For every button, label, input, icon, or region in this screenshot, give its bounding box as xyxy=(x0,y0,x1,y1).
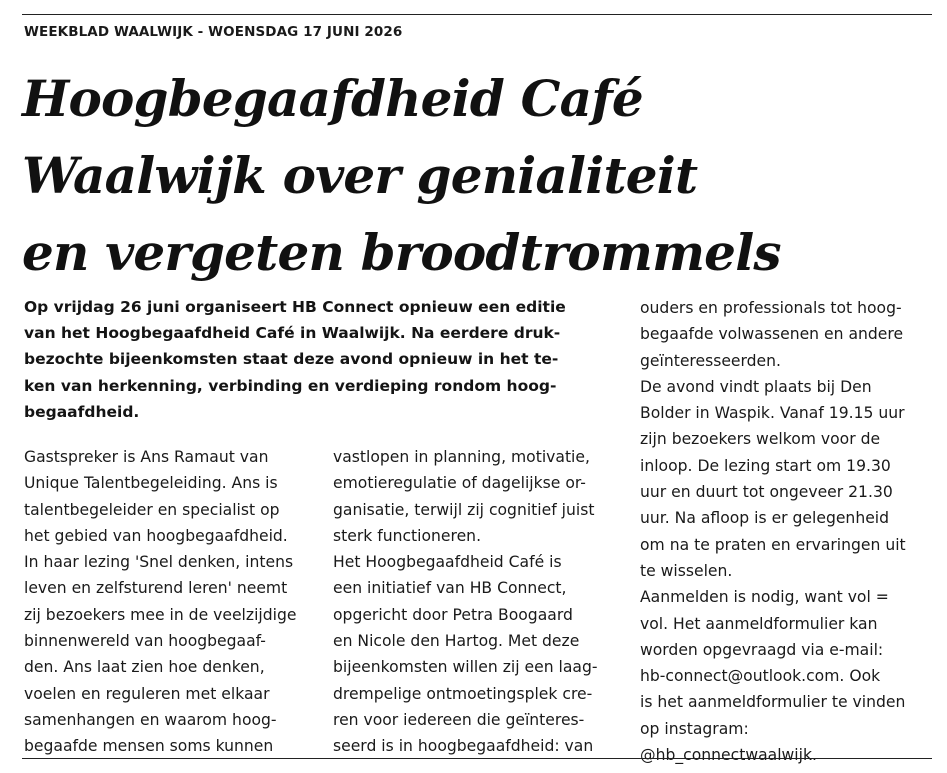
column-line: De avond vindt plaats bij Den xyxy=(640,377,872,396)
headline-line-2: Waalwijk over genialiteit xyxy=(22,146,698,205)
column-line: sterk functioneren. xyxy=(333,526,482,545)
bottom-rule xyxy=(22,758,932,759)
column-line: leven en zelfsturend leren' neemt xyxy=(24,579,288,598)
lead-paragraph xyxy=(24,294,622,425)
column-line: emotieregulatie of dagelijkse or- xyxy=(333,474,586,493)
column-line: Bolder in Waspik. Vanaf 19.15 uur xyxy=(640,404,905,423)
top-rule xyxy=(22,14,932,15)
column-line: een initiatief van HB Connect, xyxy=(333,579,567,598)
column-line: In haar lezing 'Snel denken, intens xyxy=(24,553,294,572)
column-line: begaafde mensen soms kunnen xyxy=(24,737,274,756)
column-line: samenhangen en waarom hoog- xyxy=(24,710,277,729)
lead-line: van het Hoogbegaafdheid Café in Waalwijk. Na eerdere druk- xyxy=(24,324,561,343)
headline-line-1: Hoogbegaafdheid Café xyxy=(22,69,643,128)
column-line: talentbegeleider en specialist op xyxy=(24,500,280,519)
column-line: drempelige ontmoetingsplek cre- xyxy=(333,684,593,703)
article-column-1 xyxy=(24,444,296,760)
column-line: worden opgevraagd via e-mail: xyxy=(640,640,884,659)
lead-line: bezochte bijeenkomsten staat deze avond opnieuw in het te- xyxy=(24,350,559,369)
folio-dateline: WEEKBLAD WAALWIJK - WOENSDAG 17 JUNI 2026 xyxy=(24,24,403,40)
column-line: seerd is in hoogbegaafdheid: van xyxy=(333,737,594,756)
column-line: uur en duurt tot ongeveer 21.30 xyxy=(640,483,893,502)
column-line: uur. Na afloop is er gelegenheid xyxy=(640,509,890,528)
column-line: het gebied van hoogbegaafdheid. xyxy=(24,526,288,545)
column-line: Gastspreker is Ans Ramaut van xyxy=(24,448,269,466)
lead-line: begaafdheid. xyxy=(24,402,140,421)
article-column-3 xyxy=(640,295,906,768)
column-line: vol. Het aanmeldformulier kan xyxy=(640,614,878,633)
column-line: den. Ans laat zien hoe denken, xyxy=(24,658,265,677)
column-line: te wisselen. xyxy=(640,561,733,580)
column-line: zijn bezoekers welkom voor de xyxy=(640,430,881,449)
column-line: Unique Talentbegeleiding. Ans is xyxy=(24,474,278,493)
column-line: @hb_connectwaalwijk. xyxy=(640,746,817,765)
column-line: bijeenkomsten willen zij een laag- xyxy=(333,658,598,677)
column-line: op instagram: xyxy=(640,719,749,738)
column-line: Aanmelden is nodig, want vol = xyxy=(640,588,889,607)
column-line: vastlopen in planning, motivatie, xyxy=(333,448,590,466)
column-line: ouders en professionals tot hoog- xyxy=(640,299,902,317)
column-line: binnenwereld van hoogbegaaf- xyxy=(24,632,266,651)
column-line: ganisatie, terwijl zij cognitief juist xyxy=(333,500,595,519)
column-line: hb-connect@outlook.com. Ook xyxy=(640,667,881,686)
lead-line: ken van herkenning, verbinding en verdieping rondom hoog- xyxy=(24,376,557,395)
column-line: opgericht door Petra Boogaard xyxy=(333,605,573,624)
headline xyxy=(22,60,927,291)
column-line: voelen en reguleren met elkaar xyxy=(24,684,270,703)
column-line: zij bezoekers mee in de veelzijdige xyxy=(24,605,297,624)
column-line: om na te praten en ervaringen uit xyxy=(640,535,906,554)
lead-line: Op vrijdag 26 juni organiseert HB Connect opnieuw een editie xyxy=(24,298,566,316)
column-line: is het aanmeldformulier te vinden xyxy=(640,693,906,712)
column-line: ren voor iedereen die geïnteres- xyxy=(333,710,585,729)
column-line: Het Hoogbegaafdheid Café is xyxy=(333,553,562,572)
column-line: begaafde volwassenen en andere xyxy=(640,325,904,344)
headline-line-3: en vergeten broodtrommels xyxy=(22,223,781,282)
article-column-2 xyxy=(333,444,598,760)
column-line: inloop. De lezing start om 19.30 xyxy=(640,456,891,475)
column-line: en Nicole den Hartog. Met deze xyxy=(333,632,580,651)
column-line: geïnteresseerden. xyxy=(640,351,781,370)
